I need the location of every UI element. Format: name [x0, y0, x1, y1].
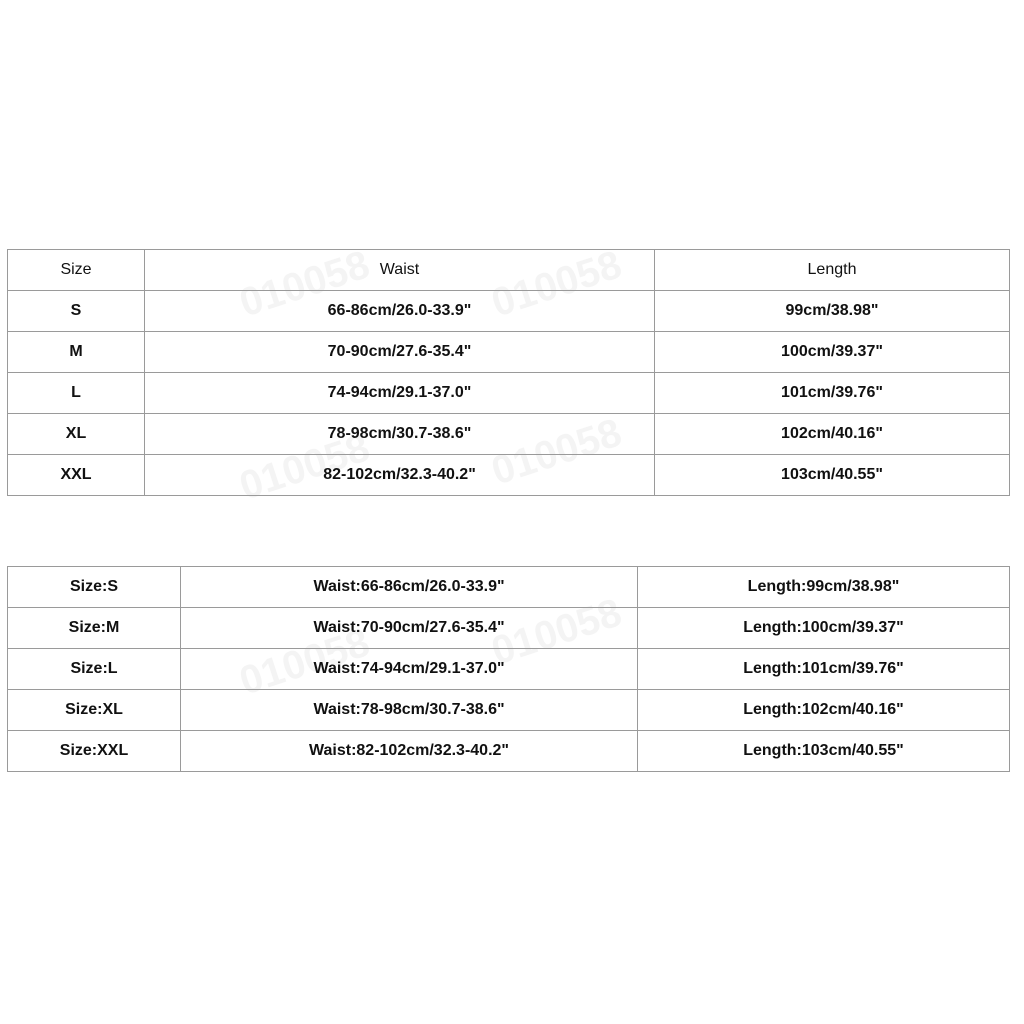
size-cell: Size:M [8, 608, 181, 649]
table-row [8, 608, 1010, 649]
size-chart-table-2 [7, 566, 1010, 772]
length-cell: Length:103cm/40.55" [638, 731, 1010, 772]
waist-cell: 82-102cm/32.3-40.2" [145, 455, 655, 496]
table-row [8, 373, 1010, 414]
length-cell: 103cm/40.55" [655, 455, 1010, 496]
size-cell: XXL [8, 455, 145, 496]
header-length: Length [655, 250, 1010, 291]
size-cell: M [8, 332, 145, 373]
length-cell: Length:101cm/39.76" [638, 649, 1010, 690]
waist-cell: Waist:74-94cm/29.1-37.0" [181, 649, 638, 690]
header-size: Size [8, 250, 145, 291]
length-cell: Length:102cm/40.16" [638, 690, 1010, 731]
table-row [8, 332, 1010, 373]
waist-cell: 78-98cm/30.7-38.6" [145, 414, 655, 455]
table-header-row [8, 250, 1010, 291]
waist-cell: Waist:82-102cm/32.3-40.2" [181, 731, 638, 772]
waist-cell: Waist:70-90cm/27.6-35.4" [181, 608, 638, 649]
waist-cell: Waist:78-98cm/30.7-38.6" [181, 690, 638, 731]
size-cell: Size:S [8, 567, 181, 608]
size-cell: XL [8, 414, 145, 455]
size-cell: Size:XXL [8, 731, 181, 772]
size-cell: S [8, 291, 145, 332]
size-chart-table-1 [7, 249, 1010, 496]
length-cell: 99cm/38.98" [655, 291, 1010, 332]
size-cell: Size:L [8, 649, 181, 690]
table-row [8, 455, 1010, 496]
table-row [8, 567, 1010, 608]
length-cell: Length:99cm/38.98" [638, 567, 1010, 608]
size-cell: L [8, 373, 145, 414]
length-cell: 100cm/39.37" [655, 332, 1010, 373]
waist-cell: 74-94cm/29.1-37.0" [145, 373, 655, 414]
length-cell: Length:100cm/39.37" [638, 608, 1010, 649]
table-row [8, 731, 1010, 772]
length-cell: 101cm/39.76" [655, 373, 1010, 414]
table-row [8, 291, 1010, 332]
table-row [8, 414, 1010, 455]
waist-cell: Waist:66-86cm/26.0-33.9" [181, 567, 638, 608]
size-cell: Size:XL [8, 690, 181, 731]
table-row [8, 649, 1010, 690]
table-row [8, 690, 1010, 731]
header-waist: Waist [145, 250, 655, 291]
waist-cell: 70-90cm/27.6-35.4" [145, 332, 655, 373]
waist-cell: 66-86cm/26.0-33.9" [145, 291, 655, 332]
length-cell: 102cm/40.16" [655, 414, 1010, 455]
